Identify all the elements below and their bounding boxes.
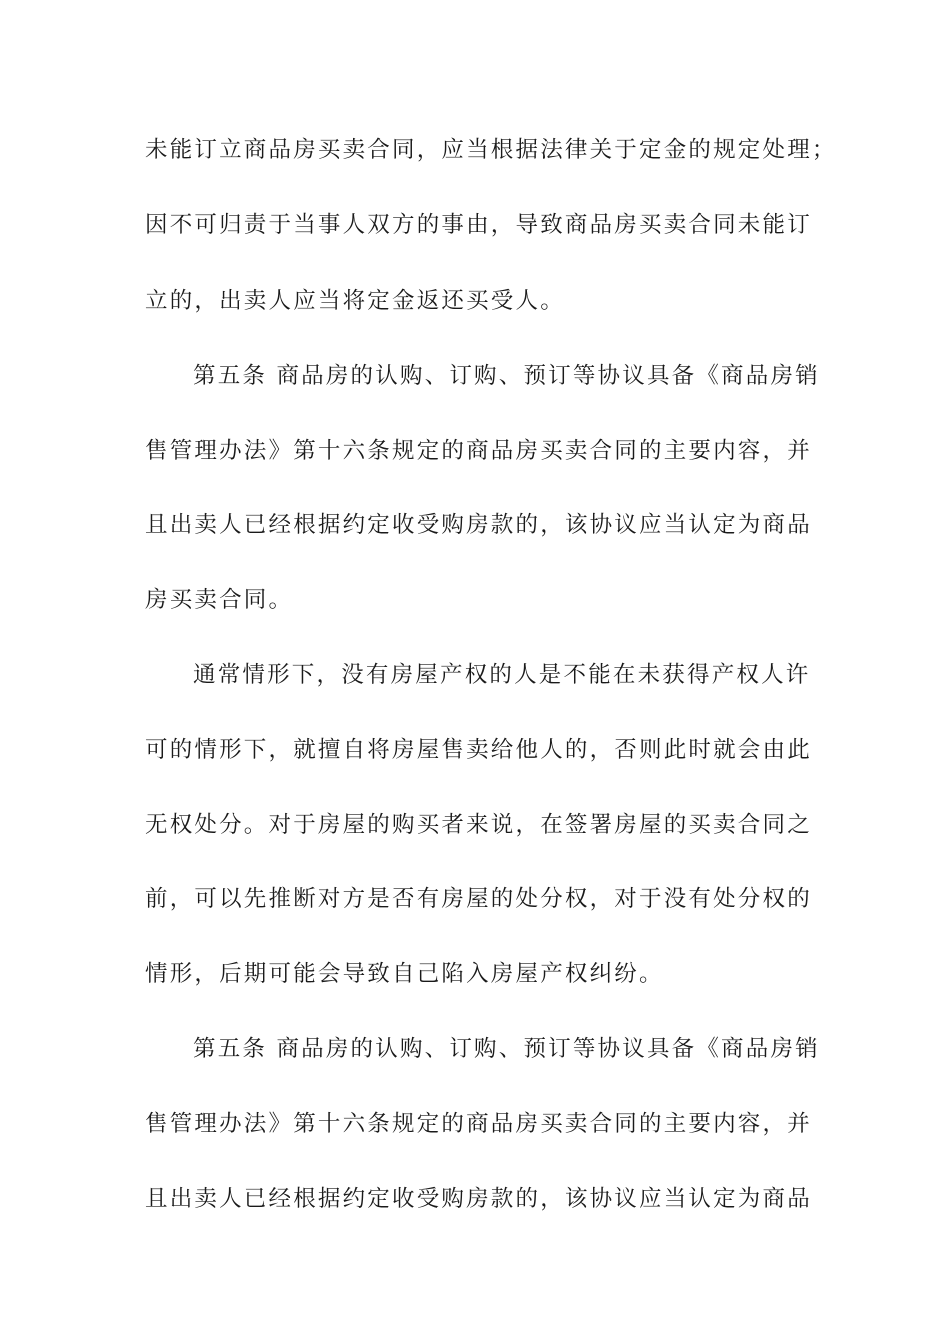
text-line: 因不可归责于当事人双方的事由，导致商品房买卖合同未能订 — [145, 212, 812, 238]
text-line: 且出卖人已经根据约定收受购房款的，该协议应当认定为商品 — [145, 1186, 812, 1212]
text-line: 情形，后期可能会导致自己陷入房屋产权纠纷。 — [145, 961, 664, 987]
text-line: 房买卖合同。 — [145, 587, 294, 613]
text-line: 无权处分。对于房屋的购买者来说，在签署房屋的买卖合同之 — [145, 812, 812, 838]
text-line: 售管理办法》第十六条规定的商品房买卖合同的主要内容，并 — [145, 438, 812, 464]
text-line: 未能订立商品房买卖合同，应当根据法律关于定金的规定处理； — [145, 137, 837, 163]
paragraph-first-line: 第五条 商品房的认购、订购、预订等协议具备《商品房销 — [193, 1036, 820, 1062]
text-line: 前，可以先推断对方是否有房屋的处分权，对于没有处分权的 — [145, 886, 812, 912]
paragraph-first-line: 第五条 商品房的认购、订购、预订等协议具备《商品房销 — [193, 363, 820, 389]
text-line: 且出卖人已经根据约定收受购房款的，该协议应当认定为商品 — [145, 512, 812, 538]
text-line: 售管理办法》第十六条规定的商品房买卖合同的主要内容，并 — [145, 1111, 812, 1137]
paragraph-first-line: 通常情形下，没有房屋产权的人是不能在未获得产权人许 — [193, 662, 811, 688]
text-line: 可的情形下，就擅自将房屋售卖给他人的，否则此时就会由此 — [145, 737, 812, 763]
text-line: 立的，出卖人应当将定金返还买受人。 — [145, 288, 565, 314]
